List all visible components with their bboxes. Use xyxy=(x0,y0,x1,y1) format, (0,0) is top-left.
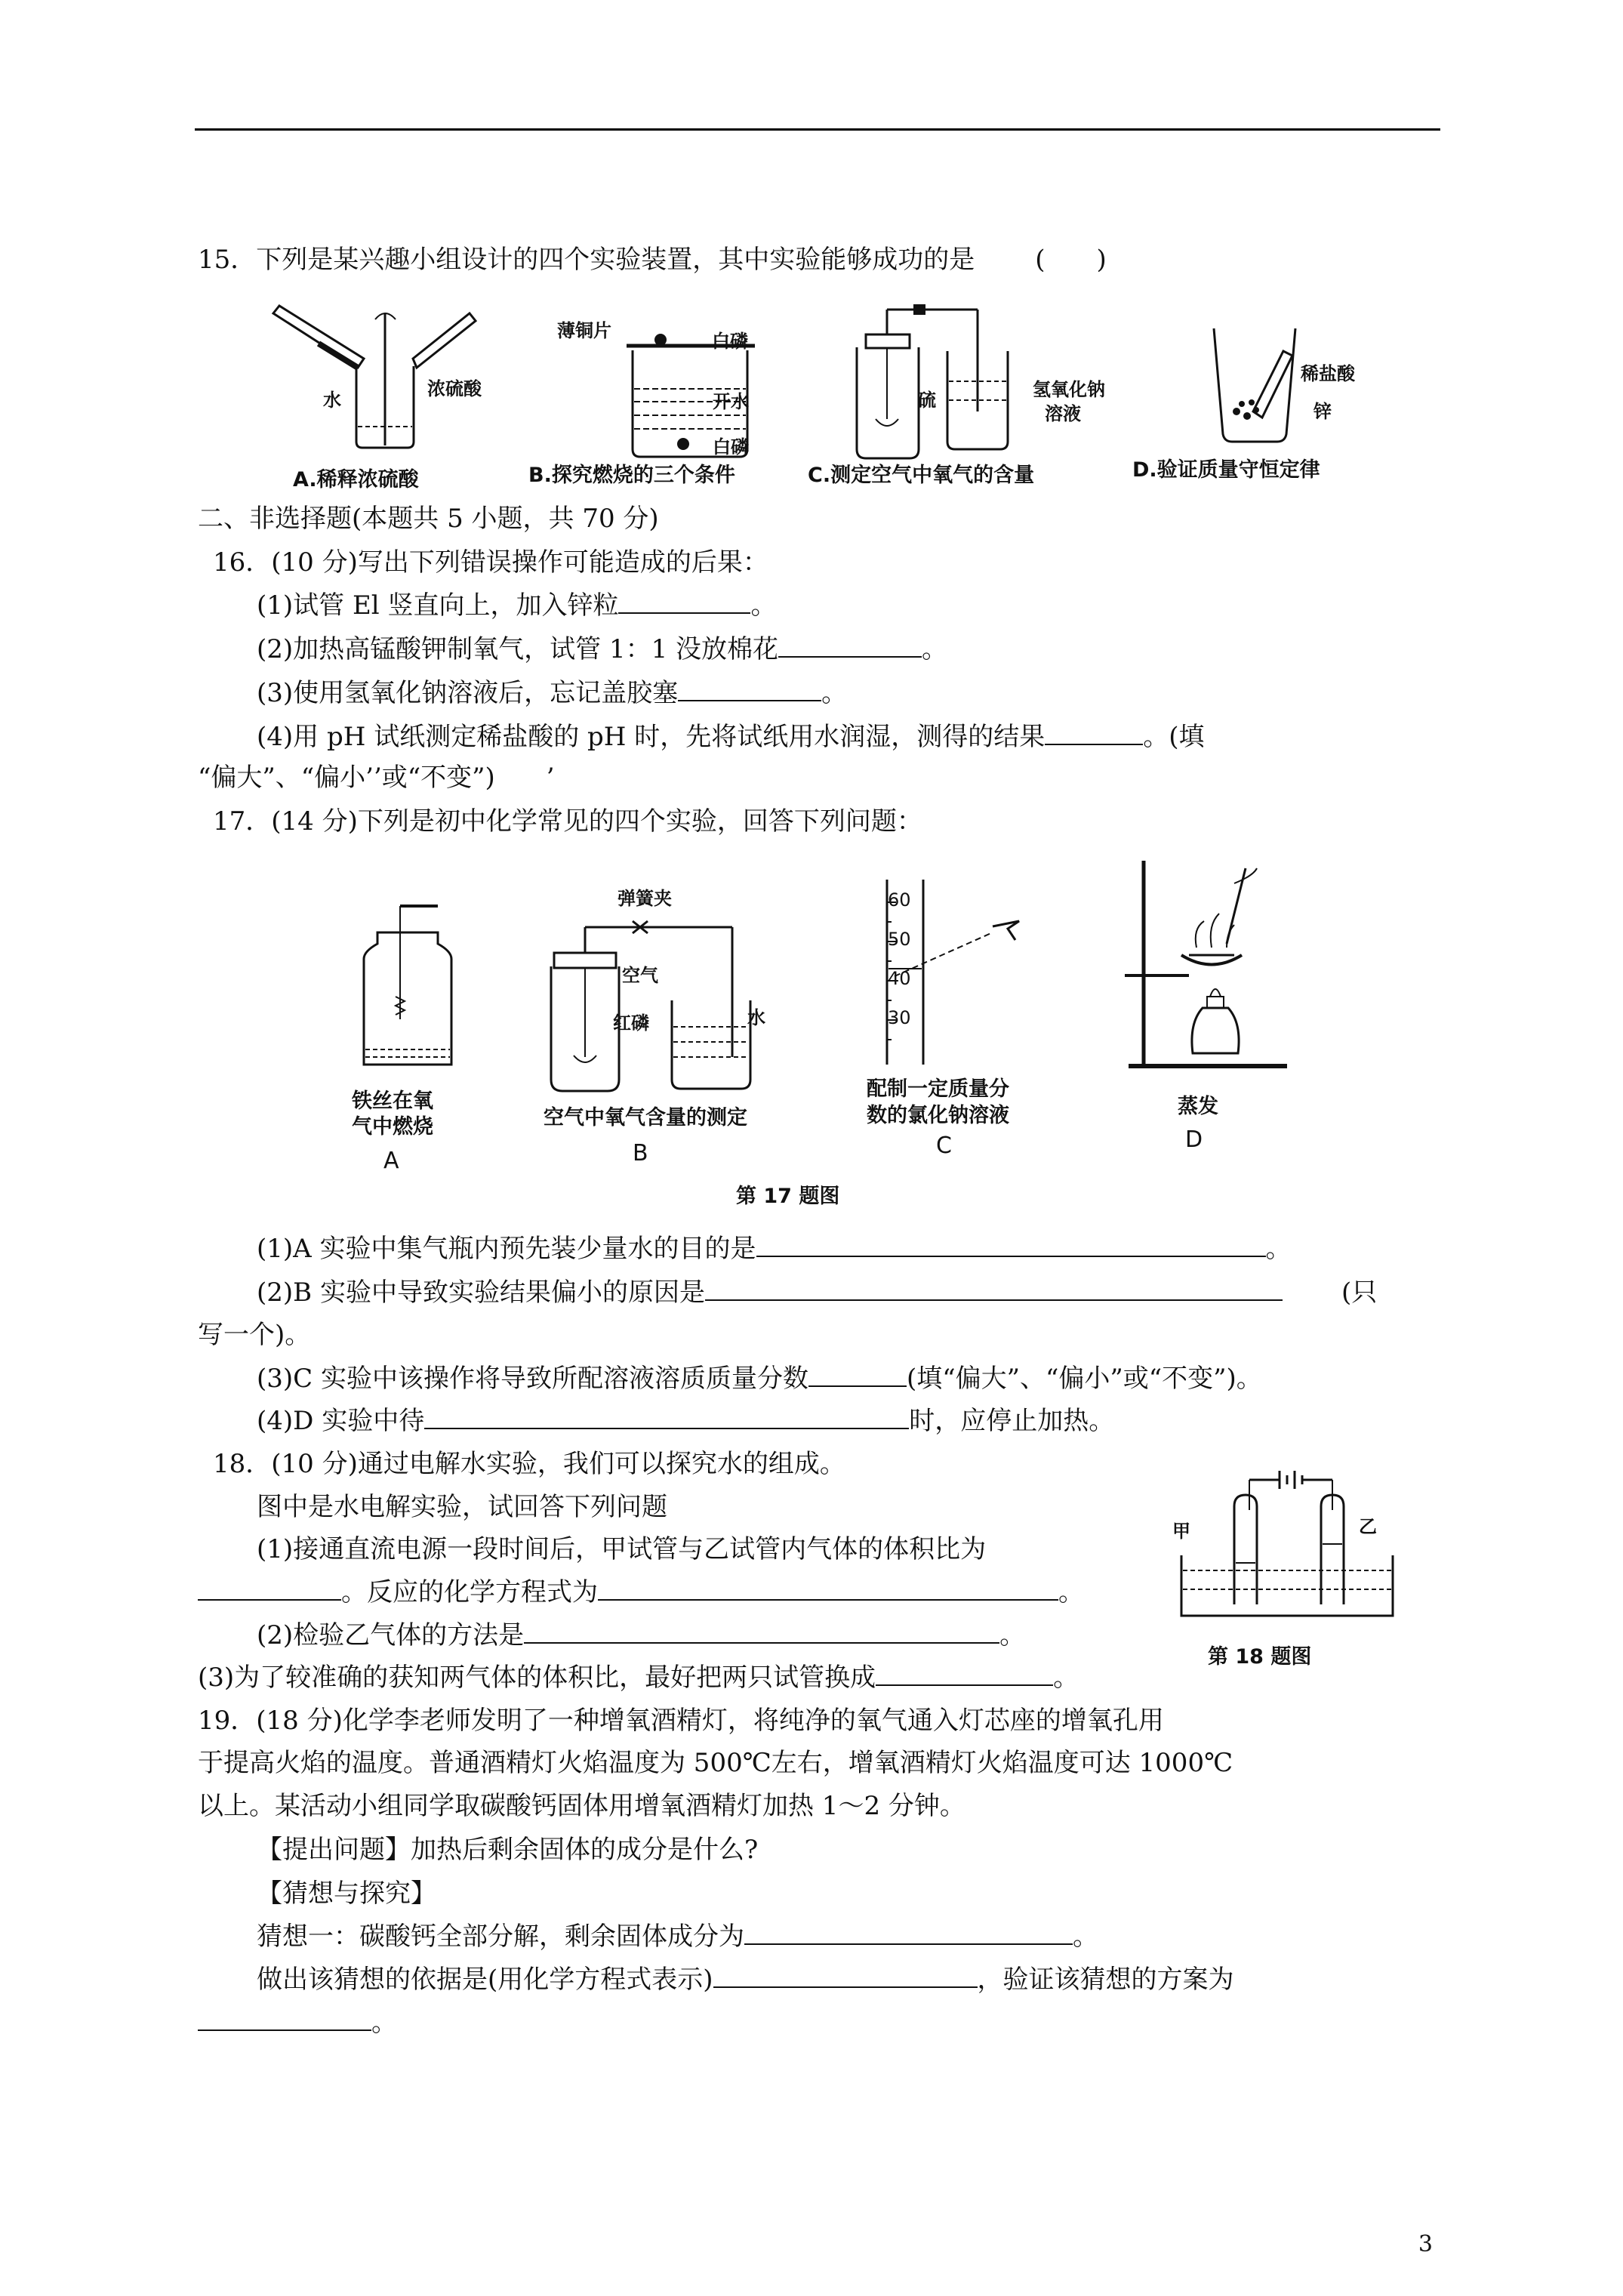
label-air: 空气 xyxy=(622,965,658,986)
q18-item-2: (2)检验乙气体的方法是 。 xyxy=(257,1620,1026,1650)
answer-blank[interactable] xyxy=(424,1405,909,1429)
label-hot-water: 开水 xyxy=(713,391,749,412)
caption-15a: A.稀释浓硫酸 xyxy=(293,468,419,492)
label-sulfur: 硫 xyxy=(918,390,936,411)
caption-17d: 蒸发 xyxy=(1178,1095,1218,1118)
q19-guess-1: 猜想一：碳酸钙全部分解，剩余固体成分为 。 xyxy=(257,1922,1098,1952)
figure-15d xyxy=(1208,321,1313,460)
label-dilute-hcl: 稀盐酸 xyxy=(1301,363,1355,384)
q19-problem: 【提出问题】加热后剩余固体的成分是什么? xyxy=(257,1835,759,1865)
q18-item-3: (3)为了较准确的获知两气体的体积比，最好把两只试管换成 。 xyxy=(198,1663,1079,1693)
caption-15b: B.探究燃烧的三个条件 xyxy=(528,464,735,487)
q18-stem: 18．(10 分)通过电解水实验，我们可以探究水的组成。 xyxy=(213,1449,845,1479)
q19-line-2: 于提高火焰的温度。普通酒精灯火焰温度为 500℃左右，增氧酒精灯火焰温度可达 1000℃ xyxy=(198,1748,1233,1778)
caption-15d: D.验证质量守恒定律 xyxy=(1132,458,1320,482)
label-copper: 薄铜片 xyxy=(557,320,611,341)
label-spring-clip: 弹簧夹 xyxy=(617,888,672,909)
answer-blank[interactable] xyxy=(598,1576,1058,1601)
caption-17c-2: 数的氯化钠溶液 xyxy=(867,1104,1009,1127)
q17-stem: 17．(14 分)下列是初中化学常见的四个实验，回答下列问题： xyxy=(213,806,922,837)
label-jia: 甲 xyxy=(1172,1521,1190,1542)
tick-30: 30 xyxy=(888,1007,911,1028)
figure-17a xyxy=(355,898,460,1083)
label-water: 水 xyxy=(323,390,341,411)
label-yi: 乙 xyxy=(1359,1516,1377,1537)
q15-stem: 15．下列是某兴趣小组设计的四个实验装置，其中实验能够成功的是 ( ) xyxy=(198,245,1107,275)
q16-cont: “偏大”、“偏小’’或“不变”) ’ xyxy=(198,763,555,793)
label-water-b: 水 xyxy=(747,1007,765,1028)
answer-bracket: ( ) xyxy=(1035,245,1107,275)
q19-line-1: 19．(18 分)化学李老师发明了一种增氧酒精灯，将纯净的氧气通入灯芯座的增氧孔用 xyxy=(198,1706,1164,1736)
tick-50: 50 xyxy=(888,929,911,950)
label-solution: 溶液 xyxy=(1045,403,1081,424)
section-heading: 二、非选择题(本题共 5 小题，共 70 分) xyxy=(198,504,659,534)
answer-blank[interactable] xyxy=(744,1921,1073,1945)
q17-item-3: (3)C 实验中该操作将导致所配溶液溶质质量分数 (填“偏大”、“偏小”或“不变”)。 xyxy=(257,1364,1262,1394)
label-white-p: 白磷 xyxy=(712,331,748,352)
letter-17c: C xyxy=(936,1133,952,1159)
q16-item-2: (2)加热高锰酸钾制氧气，试管 1：1 没放棉花 。 xyxy=(257,634,948,664)
answer-blank[interactable] xyxy=(618,590,750,614)
caption-17c-1: 配制一定质量分 xyxy=(867,1077,1009,1101)
label-white-p-2: 白磷 xyxy=(713,436,749,458)
q16-item-3: (3)使用氢氧化钠溶液后，忘记盖胶塞 。 xyxy=(257,678,848,708)
label-conc-acid: 浓硫酸 xyxy=(427,378,482,399)
q19-line-3: 以上。某活动小组同学取碳酸钙固体用增氧酒精灯加热 1～2 分钟。 xyxy=(198,1791,965,1821)
figure-15c xyxy=(842,298,1038,471)
caption-15c: C.测定空气中氧气的含量 xyxy=(808,464,1035,487)
answer-blank[interactable] xyxy=(678,677,821,701)
answer-blank[interactable] xyxy=(198,2007,371,2031)
q18-figure-title: 第 18 题图 xyxy=(1208,1645,1312,1669)
answer-blank[interactable] xyxy=(713,1964,978,1988)
answer-blank[interactable] xyxy=(808,1363,907,1387)
figure-17b xyxy=(544,921,762,1105)
answer-blank[interactable] xyxy=(778,633,922,658)
tick-60: 60 xyxy=(888,889,911,911)
label-naoh: 氢氧化钠 xyxy=(1033,379,1105,400)
caption-17a-2: 气中燃烧 xyxy=(352,1115,433,1139)
letter-17b: B xyxy=(633,1140,648,1166)
answer-blank[interactable] xyxy=(1045,721,1143,745)
q19-basis: 做出该猜想的依据是(用化学方程式表示) ，验证该猜想的方案为 xyxy=(257,1965,1234,1995)
q17-item-2-cont: 写一个)。 xyxy=(198,1320,311,1350)
q17-item-2: (2)B 实验中导致实验结果偏小的原因是 (只 xyxy=(257,1277,1378,1308)
q16-stem: 16．(10 分)写出下列错误操作可能造成的后果： xyxy=(213,547,768,578)
figure-18 xyxy=(1166,1465,1408,1641)
q16-item-4: (4)用 pH 试纸测定稀盐酸的 pH 时，先将试纸用水润湿，测得的结果 。(填 xyxy=(257,722,1205,752)
label-zinc: 锌 xyxy=(1313,401,1332,422)
caption-17a-1: 铁丝在氧 xyxy=(352,1089,433,1113)
answer-blank[interactable] xyxy=(198,1576,341,1601)
letter-17d: D xyxy=(1185,1126,1203,1153)
letter-17a: A xyxy=(383,1148,399,1174)
q19-basis-cont: 。 xyxy=(198,2006,397,2039)
header-rule xyxy=(195,128,1440,131)
q18-item-1b: 。反应的化学方程式为 。 xyxy=(198,1576,1084,1609)
tick-40: 40 xyxy=(888,968,911,989)
figure-17d xyxy=(1113,861,1295,1083)
caption-17b: 空气中氧气含量的测定 xyxy=(544,1106,747,1130)
q19-guess-heading: 【猜想与探究】 xyxy=(257,1878,436,1909)
q18-line2: 图中是水电解实验，试回答下列问题 xyxy=(257,1492,667,1522)
label-red-p: 红磷 xyxy=(613,1012,649,1034)
answer-blank[interactable] xyxy=(756,1233,1266,1257)
page-number: 3 xyxy=(1418,2231,1433,2257)
q17-item-1: (1)A 实验中集气瓶内预先装少量水的目的是 。 xyxy=(257,1234,1292,1264)
answer-blank[interactable] xyxy=(524,1620,999,1644)
q18-item-1: (1)接通直流电源一段时间后，甲试管与乙试管内气体的体积比为 xyxy=(257,1534,987,1564)
q17-figure-title: 第 17 题图 xyxy=(736,1185,840,1208)
q17-item-4: (4)D 实验中待 时，应停止加热。 xyxy=(257,1406,1115,1436)
q16-item-1: (1)试管 El 竖直向上，加入锌粒 。 xyxy=(257,590,777,621)
answer-blank[interactable] xyxy=(876,1662,1053,1686)
answer-blank[interactable] xyxy=(705,1277,1283,1301)
